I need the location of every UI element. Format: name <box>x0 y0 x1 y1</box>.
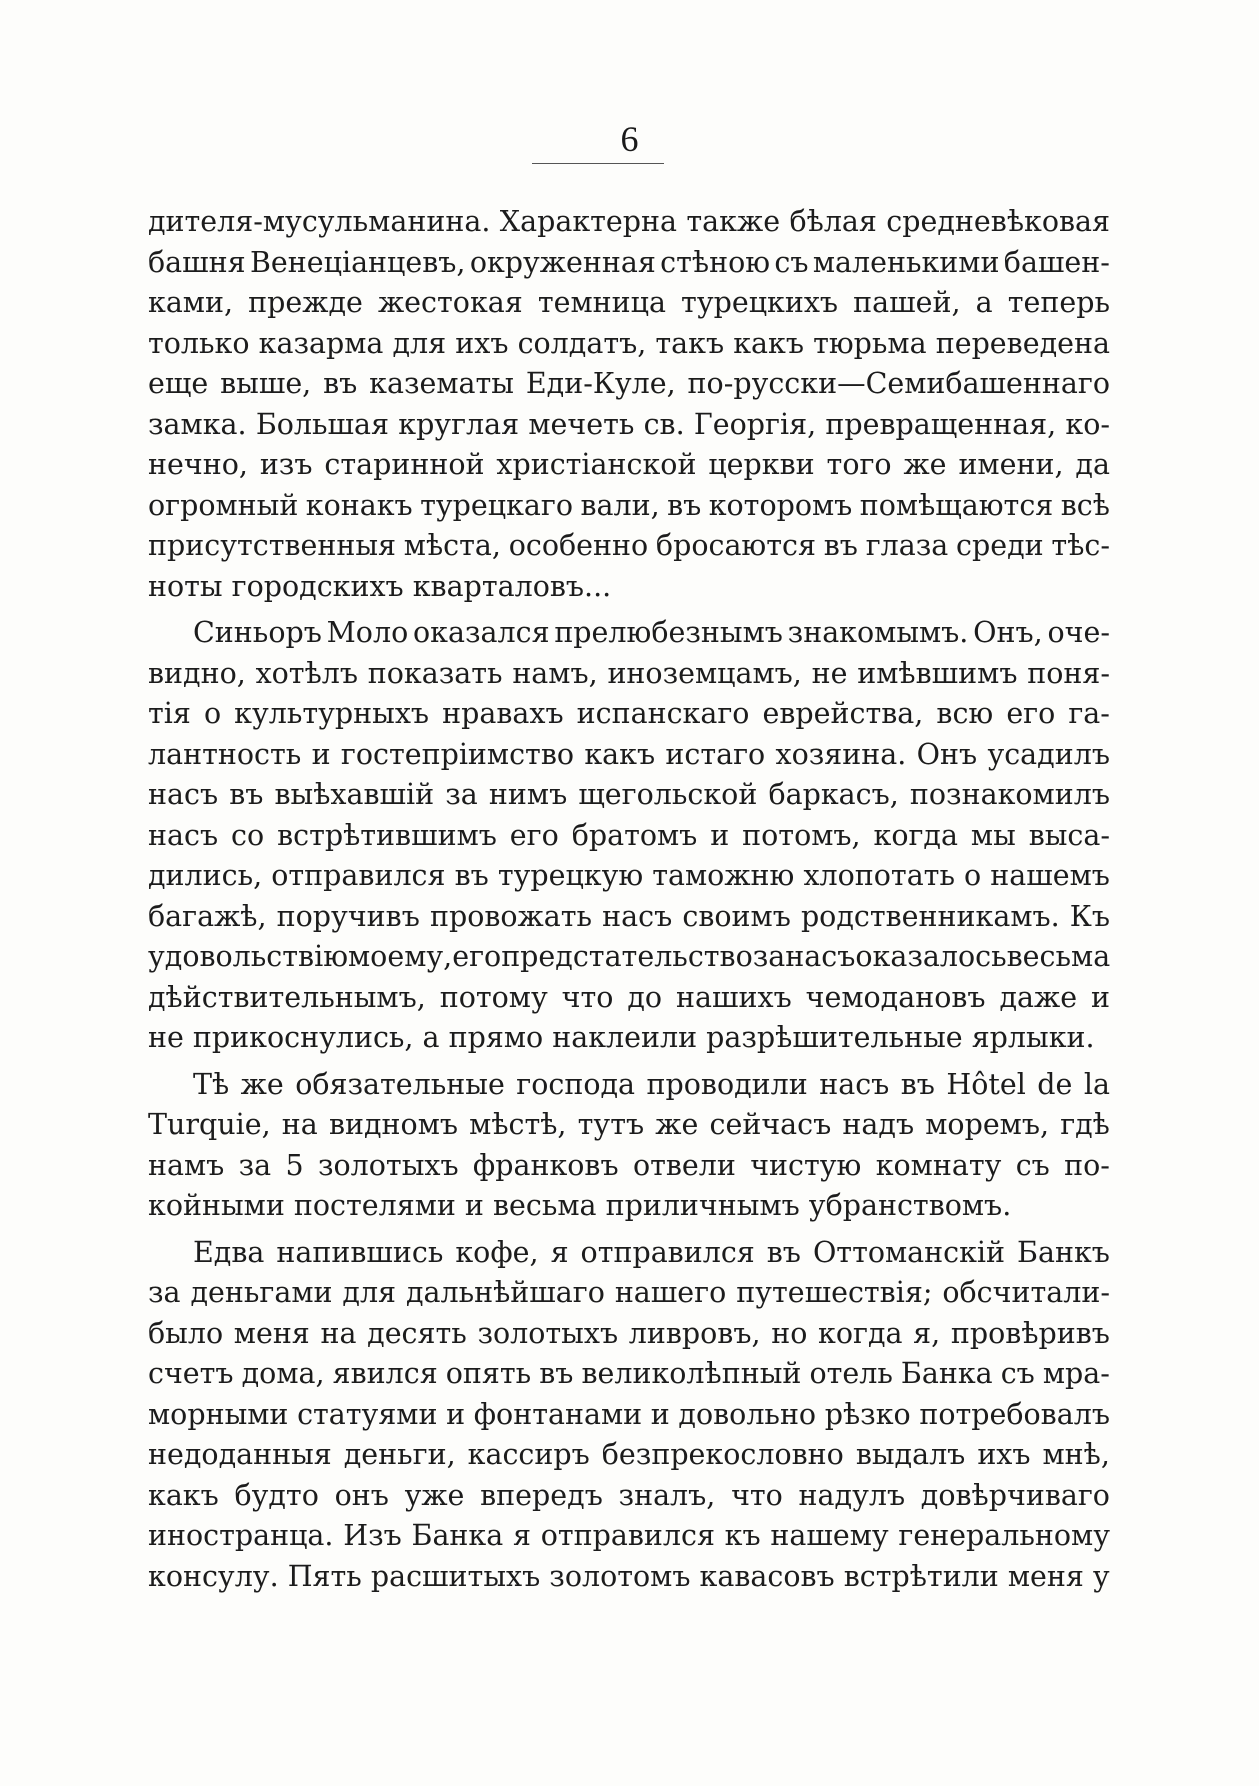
word: его <box>509 818 559 852</box>
word: иноземцамъ, <box>607 656 802 690</box>
word: потому <box>439 980 548 1014</box>
word: Къ <box>1069 899 1110 933</box>
word: нашихъ <box>676 980 792 1014</box>
word: Синьоръ <box>193 616 322 649</box>
word: поручивъ <box>276 899 420 933</box>
paragraph <box>148 202 1110 607</box>
word: золотыхъ <box>317 1148 459 1182</box>
word: но <box>771 1316 808 1350</box>
word: насъ <box>148 818 219 852</box>
word: до <box>627 980 663 1014</box>
word: когда <box>873 818 958 852</box>
word: уже <box>404 1478 465 1512</box>
word: казематы <box>369 367 514 400</box>
text-line <box>148 1354 1110 1395</box>
word: чемодановъ <box>805 980 986 1014</box>
word: мра- <box>1042 1357 1110 1390</box>
word: показать <box>367 656 503 690</box>
word: зналъ, <box>618 1478 716 1512</box>
word: турецкаго <box>420 488 573 522</box>
word: счетъ <box>148 1357 234 1390</box>
word: всю <box>936 697 994 730</box>
word: ихъ <box>977 1438 1031 1471</box>
word: его <box>1006 697 1056 730</box>
text-line <box>148 243 1110 284</box>
word: въ <box>229 778 264 811</box>
word: иностранца. <box>148 1519 334 1552</box>
word: мы <box>970 818 1016 852</box>
word: нимъ <box>488 778 568 811</box>
word: видномъ <box>328 1108 458 1141</box>
text-line <box>148 694 1110 735</box>
word: поня- <box>1027 656 1110 690</box>
text-line <box>148 1105 1110 1146</box>
word: какъ <box>733 326 804 360</box>
word: Едва <box>193 1235 265 1269</box>
word: намъ <box>148 1148 225 1182</box>
word: рѣзко <box>824 1397 911 1431</box>
word: вали, <box>580 488 660 522</box>
word: нечно, <box>148 448 248 481</box>
text-line <box>148 1435 1110 1476</box>
word: насъ <box>785 940 856 973</box>
word: Моло <box>326 616 409 649</box>
word: таможню <box>652 859 795 892</box>
word: мнѣ, <box>1042 1438 1110 1471</box>
word: башня <box>148 245 246 279</box>
word: культурныхъ <box>234 697 430 730</box>
word: того <box>826 448 892 481</box>
word: кассиръ <box>467 1438 590 1471</box>
word: братомъ <box>571 818 698 852</box>
text-line <box>148 1233 1110 1274</box>
word: стѣною <box>660 245 771 279</box>
word: нашемъ <box>990 859 1110 892</box>
word: мечеть <box>528 407 635 441</box>
word: прелюбезнымъ <box>554 616 783 649</box>
word: ливровъ, <box>628 1316 761 1350</box>
word: довольно <box>678 1397 817 1431</box>
word: опять <box>445 1357 532 1390</box>
word: за <box>752 940 786 973</box>
word: же <box>240 1067 284 1101</box>
word: дителя-мусульманина. <box>148 205 491 238</box>
word: своимъ <box>682 899 791 933</box>
word: Тѣ <box>193 1067 230 1101</box>
text-line <box>148 775 1110 816</box>
word: лантность <box>148 737 302 771</box>
text-line <box>148 486 1110 527</box>
page-number: 6 <box>620 119 639 159</box>
word: генеральному <box>898 1519 1110 1552</box>
word: деньгами <box>190 1276 333 1309</box>
word: также <box>686 205 781 238</box>
word: только <box>148 326 250 360</box>
word: имѣвшимъ <box>857 656 1018 690</box>
word: десять <box>367 1316 467 1350</box>
word: превращенная, <box>825 407 1057 441</box>
text-line <box>148 283 1110 324</box>
text-line <box>148 897 1110 938</box>
word: о <box>964 859 982 892</box>
word: кофе, <box>455 1235 539 1269</box>
word: имени, <box>958 448 1064 481</box>
text-line <box>148 1146 1110 1187</box>
word: ками, <box>148 286 234 319</box>
word: отвели <box>632 1148 736 1182</box>
word: башен- <box>1003 245 1110 279</box>
text-line: не прикоснулись, а прямо наклеили разрѣшительные ярлыки. <box>148 1021 1095 1054</box>
word: турецкихъ <box>681 286 839 319</box>
body-text <box>148 202 1110 1597</box>
word: тія <box>148 697 191 730</box>
word: дѣйствительнымъ, <box>148 980 426 1014</box>
word: насъ <box>148 778 219 811</box>
word: когда <box>818 1316 903 1350</box>
text-line <box>148 1314 1110 1355</box>
word: напившись <box>276 1235 444 1269</box>
word: нашего <box>614 1276 727 1309</box>
word: обсчитали- <box>942 1276 1110 1309</box>
word: впередъ <box>480 1478 603 1512</box>
word: деньги, <box>343 1438 456 1471</box>
word: теперь <box>1007 286 1110 319</box>
word: гдѣ <box>1060 1108 1110 1141</box>
word: въ <box>323 367 358 400</box>
word: такъ <box>655 326 725 360</box>
word: Банка <box>900 1357 993 1390</box>
text-line <box>148 1476 1110 1517</box>
word: гостепріимство <box>340 737 575 771</box>
word: онъ <box>334 1478 389 1512</box>
paragraph <box>148 613 1110 1059</box>
word: морными <box>148 1397 289 1431</box>
word: потомъ, <box>742 818 861 852</box>
word: и <box>710 818 730 852</box>
word: испанскаго <box>576 697 750 730</box>
word: конакъ <box>305 488 413 522</box>
word: и <box>1091 980 1110 1014</box>
word: дились, <box>148 859 263 892</box>
word: Оттоманскій <box>812 1235 1006 1269</box>
word: среди <box>956 529 1044 562</box>
word: мѣста, <box>403 529 501 562</box>
word: истаго <box>665 737 766 771</box>
word: на <box>281 1108 318 1141</box>
word: еврейства, <box>762 697 924 730</box>
word: предстательство <box>501 940 753 973</box>
word: мѣстѣ, <box>469 1108 567 1141</box>
word: путешествія; <box>736 1276 933 1309</box>
word: выса- <box>1028 818 1110 852</box>
word: га- <box>1068 697 1110 730</box>
word: надулъ <box>798 1478 906 1512</box>
word: Банка <box>411 1519 504 1552</box>
word: же <box>655 1108 699 1141</box>
word: бросаются <box>655 529 816 562</box>
word: la <box>1083 1067 1110 1101</box>
text-line <box>148 364 1110 405</box>
word: тѣс- <box>1051 529 1110 562</box>
word: хлопотать <box>803 859 955 892</box>
word: познакомилъ <box>909 778 1110 811</box>
word: съ <box>1015 1148 1050 1182</box>
word: безпрекословно <box>601 1438 844 1471</box>
word: будто <box>234 1478 319 1512</box>
word: явился <box>332 1357 438 1390</box>
word: франковъ <box>472 1148 619 1182</box>
word: меня <box>233 1316 310 1350</box>
header-rule <box>532 163 664 164</box>
word: надъ <box>842 1108 915 1141</box>
text-line <box>148 1395 1110 1436</box>
paragraph <box>148 1065 1110 1227</box>
word: оказался <box>413 616 550 649</box>
word: Онъ, <box>973 616 1043 649</box>
word: усадилъ <box>987 737 1110 771</box>
word: Hôtel <box>946 1067 1026 1101</box>
word: о <box>203 697 222 730</box>
word: тутъ <box>577 1108 645 1141</box>
word: провожать <box>429 899 593 933</box>
word: что <box>731 1478 783 1512</box>
word: недоданныя <box>148 1438 332 1471</box>
text-line <box>148 978 1110 1019</box>
word: Характерна <box>499 205 677 238</box>
word: Банкъ <box>1017 1235 1110 1269</box>
word: замка. <box>148 407 247 441</box>
text-line <box>148 1273 1110 1314</box>
word: чистую <box>750 1148 862 1182</box>
word: къ <box>724 1519 761 1552</box>
word: еще <box>148 367 209 400</box>
word: потребовалъ <box>919 1397 1110 1431</box>
word: въ <box>667 488 702 522</box>
word: которомъ <box>708 488 853 522</box>
word: выѣхавшій <box>274 778 435 811</box>
word: съ <box>774 245 809 279</box>
word: а <box>975 286 993 319</box>
word: я, <box>913 1316 941 1350</box>
word: баркасъ, <box>768 778 899 811</box>
paragraph <box>148 1233 1110 1598</box>
text-line <box>148 1065 1110 1106</box>
word: багажѣ, <box>148 899 267 933</box>
word: тюрьма <box>813 326 927 360</box>
word: я <box>512 1519 531 1552</box>
word: насъ <box>819 1067 890 1101</box>
text-line <box>148 856 1110 897</box>
word: отправился <box>271 859 446 892</box>
word: Turquie, <box>148 1108 271 1141</box>
word: темница <box>537 286 666 319</box>
text-line <box>148 654 1110 695</box>
word: на <box>320 1316 357 1350</box>
word: въ <box>539 1357 574 1390</box>
word: и <box>446 1397 466 1431</box>
text-line <box>148 405 1110 446</box>
word: статуями <box>297 1397 438 1431</box>
word: по- <box>1064 1148 1110 1182</box>
word: огромный <box>148 488 299 522</box>
word: Онъ <box>916 737 978 771</box>
word: турецкую <box>497 859 644 892</box>
word: и <box>311 737 331 771</box>
text-line <box>148 324 1110 365</box>
text-line <box>148 816 1110 857</box>
word: нашему <box>770 1519 889 1552</box>
word: ихъ <box>455 326 509 360</box>
word: по-русски—Семибашеннаго <box>687 367 1110 400</box>
word: присутственныя <box>148 529 397 562</box>
word: его <box>452 940 502 973</box>
word: хозяина. <box>775 737 907 771</box>
word: господа <box>516 1067 636 1101</box>
word: Георгія, <box>693 407 817 441</box>
text-line: консулу. Пять расшитыхъ золотомъ кавасовъ встрѣтили меня у <box>148 1559 1110 1593</box>
word: проводили <box>646 1067 808 1101</box>
text-line <box>148 445 1110 486</box>
word: церкви <box>708 448 815 481</box>
word: окруженная <box>469 245 656 279</box>
word: въ <box>454 859 489 892</box>
word: знакомымъ. <box>787 616 969 649</box>
word: сейчасъ <box>709 1108 832 1141</box>
word: хотѣлъ <box>255 656 358 690</box>
word: бѣлая <box>789 205 877 238</box>
word: 5 <box>285 1148 304 1182</box>
text-line: ноты городскихъ кварталовъ... <box>148 569 612 603</box>
text-line <box>148 937 1110 978</box>
word: отель <box>809 1357 893 1390</box>
word: что <box>561 980 614 1014</box>
word: намъ, <box>512 656 598 690</box>
word: видно, <box>148 656 246 690</box>
word: для <box>342 1276 397 1309</box>
word: обязательные <box>295 1067 505 1101</box>
word: я <box>550 1235 569 1269</box>
word: для <box>392 326 447 360</box>
word: старинной <box>324 448 485 481</box>
word: моему, <box>348 940 453 973</box>
word: выше, <box>220 367 312 400</box>
word: въ <box>823 529 858 562</box>
word: въ <box>766 1235 801 1269</box>
word: какъ <box>148 1478 219 1512</box>
word: помѣщаются <box>859 488 1054 522</box>
word: средневѣковая <box>886 205 1110 238</box>
word: за <box>445 778 478 811</box>
word: Венеціанцевъ, <box>249 245 466 279</box>
word: моремъ, <box>925 1108 1050 1141</box>
word: да <box>1075 448 1110 481</box>
text-line <box>148 526 1110 567</box>
word: нравахъ <box>442 697 564 730</box>
word: отправился <box>540 1519 715 1552</box>
word: ко- <box>1065 407 1110 441</box>
word: со <box>231 818 265 852</box>
word: Большая <box>255 407 390 441</box>
word: и <box>650 1397 670 1431</box>
word: Изъ <box>343 1519 402 1552</box>
word: оказалось <box>855 940 1007 973</box>
word: солдатъ, <box>517 326 647 360</box>
word: фонтанами <box>473 1397 643 1431</box>
word: de <box>1037 1067 1073 1101</box>
word: родственникамъ. <box>800 899 1060 933</box>
word: было <box>148 1316 224 1350</box>
word: переведена <box>935 326 1110 360</box>
word: съ <box>1000 1357 1035 1390</box>
word: великолѣпный <box>581 1357 802 1390</box>
word: прежде <box>248 286 363 319</box>
word: провѣривъ <box>950 1316 1110 1350</box>
word: жестокая <box>377 286 523 319</box>
word: дома, <box>241 1357 325 1390</box>
word: насъ <box>602 899 673 933</box>
text-line: койными постелями и весьма приличнымъ убранствомъ. <box>148 1189 1012 1222</box>
word: за <box>148 1276 181 1309</box>
word: Еди-Куле, <box>525 367 676 400</box>
word: казарма <box>258 326 384 360</box>
word: круглая <box>398 407 520 441</box>
word: не <box>811 656 848 690</box>
word: всѣ <box>1060 488 1110 522</box>
word: выдалъ <box>855 1438 966 1471</box>
word: оче- <box>1047 616 1110 649</box>
text-line <box>148 613 1110 654</box>
word: щегольской <box>578 778 758 811</box>
word: же <box>903 448 947 481</box>
text-line <box>148 735 1110 776</box>
word: глаза <box>865 529 949 562</box>
word: дальнѣйшаго <box>405 1276 605 1309</box>
word: даже <box>999 980 1078 1014</box>
word: какъ <box>584 737 656 771</box>
word: за <box>238 1148 272 1182</box>
word: пашей, <box>853 286 961 319</box>
word: отправился <box>580 1235 755 1269</box>
word: особенно <box>508 529 649 562</box>
word: изъ <box>259 448 313 481</box>
text-line <box>148 1516 1110 1557</box>
word: въ <box>900 1067 935 1101</box>
word: встрѣтившимъ <box>277 818 497 852</box>
word: комнату <box>875 1148 1002 1182</box>
word: удовольствію <box>148 940 349 973</box>
text-line <box>148 202 1110 243</box>
word: золотыхъ <box>477 1316 619 1350</box>
word: весьма <box>1006 940 1111 973</box>
word: маленькими <box>812 245 1000 279</box>
word: христіанской <box>496 448 697 481</box>
word: довѣрчиваго <box>920 1478 1110 1512</box>
word: св. <box>643 407 685 441</box>
